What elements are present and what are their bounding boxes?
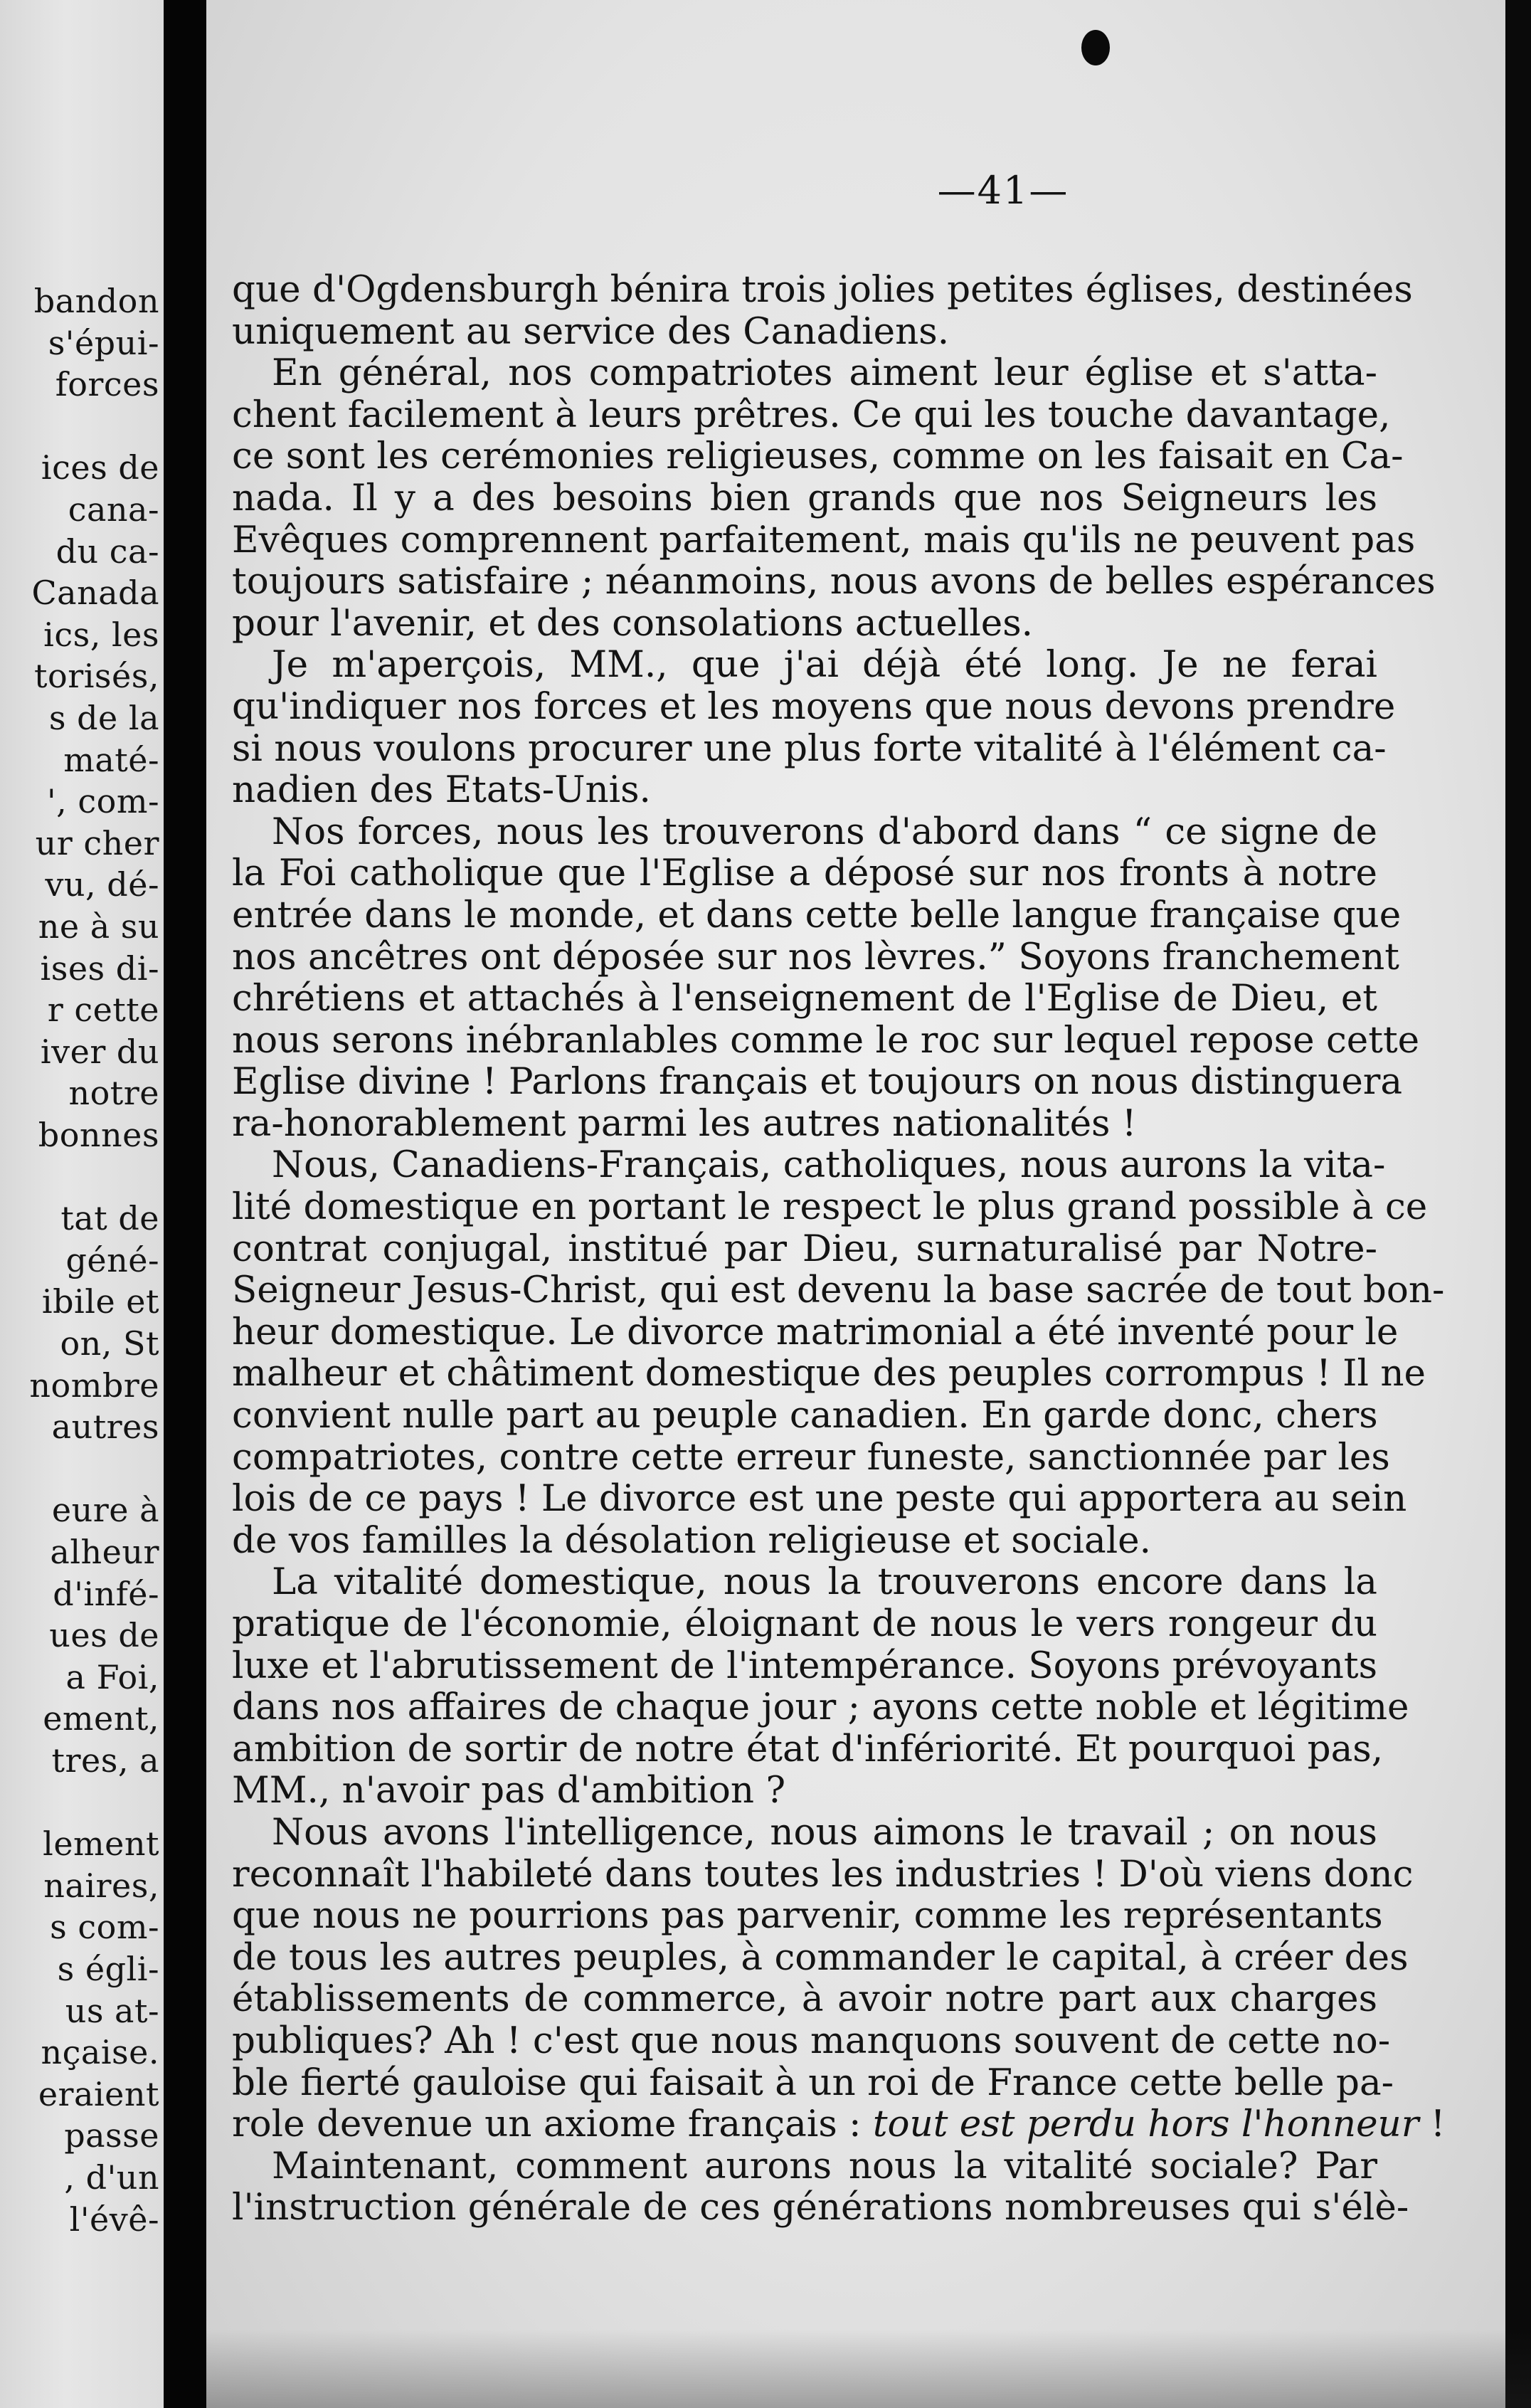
text-line: Nous avons l'intelligence, nous aimons le travail ; on nous [272,1810,1377,1854]
left-page-fragment: ur cher [35,823,159,862]
text-line: la Foi catholique que l'Eglise a déposé sur nos fronts à notre [232,852,1377,895]
text-line: que d'Ogdensburgh bénira trois jolies petites églises, destinées [232,268,1413,311]
left-page-fragment: us at- [65,1991,159,2030]
text-line: heur domestique. Le divorce matrimonial a été inventé pour le [232,1310,1399,1353]
text-line: nadien des Etats-Unis. [232,769,651,812]
left-page-fragment: ics, les [43,615,159,654]
left-page-fragment: ', com- [46,782,159,821]
left-page-fragment: nçaise. [41,2033,159,2072]
left-page-fragment: lement [43,1825,159,1864]
text-line: si nous voulons procurer une plus forte vitalité à l'élément ca- [232,727,1387,770]
text-line: publiques? Ah ! c'est que nous manquons souvent de cette no- [232,2019,1391,2062]
left-page-fragment: d'infé- [53,1574,159,1613]
left-page-fragment: torisés, [34,657,159,696]
text-line: ce sont les cerémonies religieuses, comme on les faisait en Ca- [232,435,1404,478]
page-number: —41— [937,168,1069,213]
binding-hole [1081,30,1110,65]
left-page-fragment: ne à su [38,907,159,946]
text-line: lois de ce pays ! Le divorce est une peste qui apportera au sein [232,1477,1407,1521]
left-page-fragment: bonnes [38,1116,159,1154]
text-line: La vitalité domestique, nous la trouverons encore dans la [272,1561,1377,1604]
text-line: reconnaît l'habileté dans toutes les industries ! D'où viens donc [232,1852,1414,1896]
italic-quote: tout est perdu hors l'honneur [872,2103,1419,2146]
left-page-margin [0,0,164,2408]
left-page-fragment: , d'un [64,2158,159,2197]
left-page-fragment: r cette [47,991,159,1030]
left-page-fragment: du ca- [55,532,159,571]
left-page-fragment: autres [51,1408,159,1447]
text-line: uniquement au service des Canadiens. [232,310,950,353]
left-page-fragment: ices de [41,448,159,487]
text-line: Maintenant, comment aurons nous la vitalité sociale? Par [272,2144,1377,2187]
left-page-fragment: forces [55,365,159,404]
text-line: ambition de sortir de notre état d'infériorité. Et pourquoi pas, [232,1727,1384,1770]
page-body-text [232,268,1446,2229]
text-line: Je m'aperçois, MM., que j'ai déjà été long. Je ne ferai [272,643,1377,687]
text-line-suffix: ! [1419,2103,1446,2146]
text-line: dans nos affaires de chaque jour ; ayons cette noble et légitime [232,1686,1409,1729]
text-line: nos ancêtres ont déposée sur nos lèvres.” Soyons franchement [232,935,1399,978]
text-line: toujours satisfaire ; néanmoins, nous avons de belles espérances [232,560,1436,603]
right-page [206,0,1531,2408]
left-page-fragment: l'évê- [69,2200,159,2239]
left-page-fragment: s égli- [57,1950,159,1988]
text-line: pratique de l'économie, éloignant de nous le vers rongeur du [232,1602,1377,1645]
left-page-fragment: s'épui- [48,323,159,362]
text-line: entrée dans le monde, et dans cette belle langue française que [232,893,1402,936]
left-page-fragment: naires, [43,1866,159,1905]
left-page-fragment: maté- [63,740,159,779]
text-line: que nous ne pourrions pas parvenir, comme les représentants [232,1894,1383,1938]
text-line: nous serons inébranlables comme le roc sur lequel repose cette [232,1018,1420,1062]
left-page-fragment: eraient [38,2074,159,2113]
left-page-fragment: ement, [43,1699,159,1738]
left-page-fragment: on, St [60,1324,159,1363]
left-page-fragment: eure à [51,1491,159,1530]
left-page-fragment: notre [68,1074,159,1113]
text-line: En général, nos compatriotes aiment leur église et s'atta- [272,352,1377,395]
right-dark-edge [1505,0,1531,2408]
text-line: Eglise divine ! Parlons français et toujours on nous distinguera [232,1060,1403,1104]
text-line: chrétiens et attachés à l'enseignement de l'Eglise de Dieu, et [232,977,1377,1020]
text-line: compatriotes, contre cette erreur funeste, sanctionnée par les [232,1435,1390,1479]
text-line: lité domestique en portant le respect le plus grand possible à ce [232,1185,1428,1229]
text-line: pour l'avenir, et des consolations actuelles. [232,601,1034,645]
left-page-fragment: s com- [50,1908,159,1947]
text-line: Nous, Canadiens-Français, catholiques, nous aurons la vita- [272,1144,1386,1187]
left-page-fragment: géné- [65,1240,159,1279]
text-line: luxe et l'abrutissement de l'intempérance. Soyons prévoyants [232,1644,1377,1687]
text-line [232,2103,1446,2146]
text-line: établissements de commerce, à avoir notre part aux charges [232,1977,1377,2021]
page-bottom-shadow [206,2330,1531,2408]
left-page-fragment: cana- [68,490,159,529]
left-page-fragment: ises di- [40,949,159,988]
text-line: de tous les autres peuples, à commander le capital, à créer des [232,1936,1409,1979]
text-line: de vos familles la désolation religieuse et sociale. [232,1519,1152,1562]
left-page-fragment: Canada [31,574,159,613]
left-page-fragment: iver du [40,1032,159,1071]
left-page-fragment: a Foi, [65,1657,159,1696]
book-gutter [164,0,206,2408]
text-line: Evêques comprennent parfaitement, mais qu'ils ne peuvent pas [232,518,1416,561]
text-line: contrat conjugal, institué par Dieu, surnaturalisé par Notre- [232,1227,1377,1270]
text-line: l'instruction générale de ces générations nombreuses qui s'élè- [232,2186,1409,2229]
text-line: ra-honorablement parmi les autres nationalités ! [232,1102,1137,1145]
text-line: Nos forces, nous les trouverons d'abord dans “ ce signe de [272,810,1377,853]
left-page-fragment: alheur [50,1533,159,1571]
text-line: convient nulle part au peuple canadien. En garde donc, chers [232,1394,1378,1437]
text-line: MM., n'avoir pas d'ambition ? [232,1769,786,1812]
text-line: chent facilement à leurs prêtres. Ce qui les touche davantage, [232,393,1391,436]
left-page-fragment: passe [64,2116,159,2155]
text-line: malheur et châtiment domestique des peuples corrompus ! Il ne [232,1352,1426,1395]
text-line: ble fierté gauloise qui faisait à un roi de France cette belle pa- [232,2061,1394,2104]
text-line: qu'indiquer nos forces et les moyens que nous devons prendre [232,685,1396,728]
left-page-fragment: tat de [60,1199,159,1238]
text-line: Seigneur Jesus-Christ, qui est devenu la base sacrée de tout bon- [232,1269,1445,1312]
left-page-fragment: bandon [33,282,159,320]
left-page-fragment: ibile et [41,1282,159,1321]
left-page-fragment: nombre [29,1366,159,1405]
text-line-prefix: role devenue un axiome français : [232,2103,873,2146]
left-page-fragment: s de la [48,699,159,737]
text-line: nada. Il y a des besoins bien grands que nos Seigneurs les [232,476,1377,519]
left-page-fragment: tres, a [51,1741,159,1780]
left-page-fragment: vu, dé- [45,865,159,904]
left-page-fragment: ues de [49,1616,159,1655]
